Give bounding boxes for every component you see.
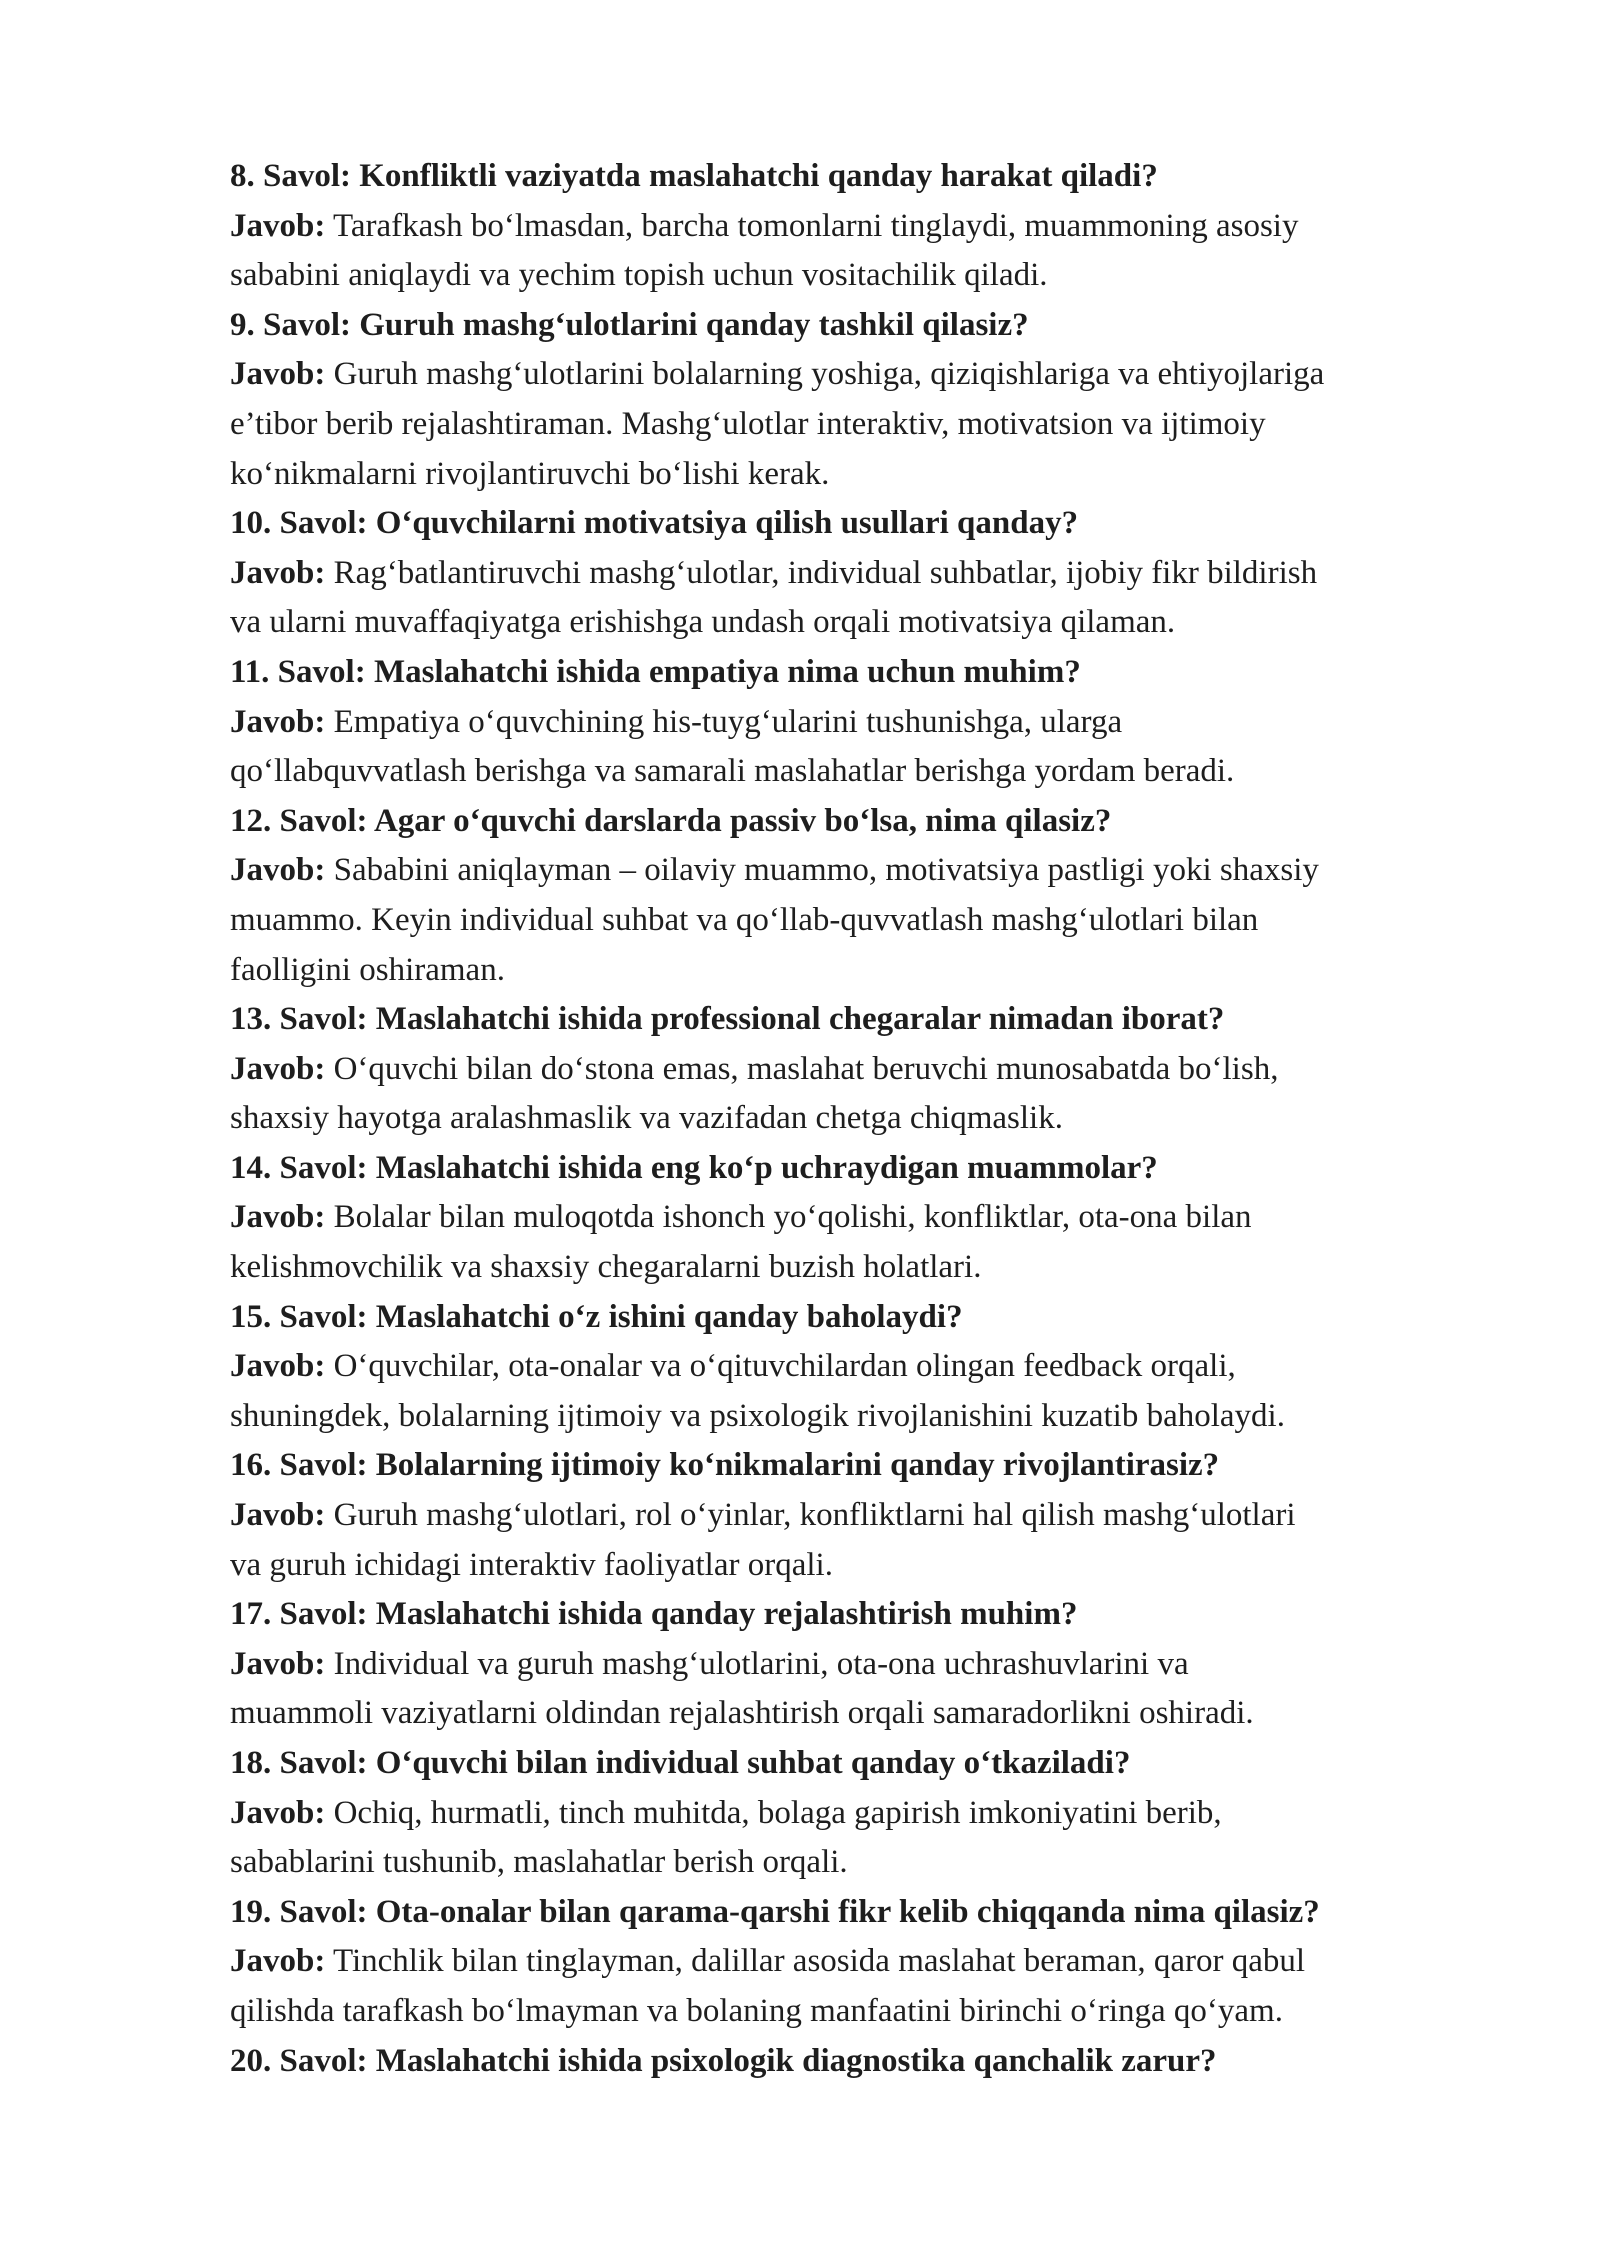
answer-line xyxy=(230,251,1510,301)
qa-item xyxy=(230,1293,1510,1442)
answer-text: shaxsiy hayotga aralashmaslik va vazifadan chetga chiqmaslik. xyxy=(230,1100,1063,1137)
answer-label: Javob: xyxy=(230,554,326,591)
qa-item xyxy=(230,797,1510,995)
answer-label: Javob: xyxy=(230,1794,326,1831)
answer-text: Ochiq, hurmatli, tinch muhitda, bolaga gapirish imkoniyatini berib, xyxy=(325,1794,1222,1831)
qa-item xyxy=(230,1590,1510,1739)
answer-text: muammoli vaziyatlarni oldindan rejalashtirish orqali samaradorlikni oshiradi. xyxy=(230,1695,1254,1732)
answer-text: Empatiya o‘quvchining his-tuyg‘ularini tushunishga, ularga xyxy=(325,703,1123,740)
qa-item xyxy=(230,1144,1510,1293)
answer-label: Javob: xyxy=(230,1348,326,1385)
question-heading: 12. Savol: Agar o‘quvchi darslarda passiv bo‘lsa, nima qilasiz? xyxy=(230,802,1112,839)
qa-item xyxy=(230,1441,1510,1590)
answer-line xyxy=(230,1243,1510,1293)
answer-line xyxy=(230,846,1510,896)
question-heading: 19. Savol: Ota-onalar bilan qarama-qarshi fikr kelib chiqqanda nima qilasiz? xyxy=(230,1893,1320,1930)
qa-item xyxy=(230,152,1510,301)
answer-text: Sababini aniqlayman – oilaviy muammo, motivatsiya pastligi yoki shaxsiy xyxy=(325,852,1319,889)
answer-line xyxy=(230,747,1510,797)
question-heading: 14. Savol: Maslahatchi ishida eng ko‘p uchraydigan muammolar? xyxy=(230,1149,1158,1186)
answer-text: va ularni muvaffaqiyatga erishishga undash orqali motivatsiya qilaman. xyxy=(230,604,1176,641)
answer-text: Tarafkash bo‘lmasdan, barcha tomonlarni tinglaydi, muammoning asosiy xyxy=(325,207,1299,244)
answer-text: shuningdek, bolalarning ijtimoiy va psixologik rivojlanishini kuzatib baholaydi. xyxy=(230,1397,1285,1434)
answer-line xyxy=(230,896,1510,946)
answer-line xyxy=(230,1987,1510,2037)
answer-line xyxy=(230,698,1510,748)
question-heading: 15. Savol: Maslahatchi o‘z ishini qanday baholaydi? xyxy=(230,1298,963,1335)
qa-item xyxy=(230,995,1510,1144)
answer-line xyxy=(230,1689,1510,1739)
answer-text: Guruh mashg‘ulotlari, rol o‘yinlar, konfliktlarni hal qilish mashg‘ulotlari xyxy=(325,1497,1296,1534)
question-heading: 8. Savol: Konfliktli vaziyatda maslahatchi qanday harakat qiladi? xyxy=(230,158,1158,194)
answer-label: Javob: xyxy=(230,207,326,244)
answer-label: Javob: xyxy=(230,703,326,740)
answer-text: muammo. Keyin individual suhbat va qo‘llab-quvvatlash mashg‘ulotlari bilan xyxy=(230,901,1259,938)
answer-label: Javob: xyxy=(230,356,326,393)
answer-line xyxy=(230,598,1510,648)
answer-line xyxy=(230,1541,1510,1591)
answer-text: va guruh ichidagi interaktiv faoliyatlar orqali. xyxy=(230,1546,833,1583)
question-heading: 10. Savol: O‘quvchilarni motivatsiya qilish usullari qanday? xyxy=(230,505,1079,542)
question-heading: 13. Savol: Maslahatchi ishida professional chegaralar nimadan iborat? xyxy=(230,1001,1225,1038)
answer-text: Guruh mashg‘ulotlarini bolalarning yoshiga, qiziqishlariga va ehtiyojlariga xyxy=(325,356,1325,393)
qa-item xyxy=(230,1739,1510,1888)
qa-item xyxy=(230,648,1510,797)
answer-label: Javob: xyxy=(230,1645,326,1682)
answer-line xyxy=(230,450,1510,500)
answer-line xyxy=(230,946,1510,996)
answer-label: Javob: xyxy=(230,1199,326,1236)
answer-text: kelishmovchilik va shaxsiy chegaralarni buzish holatlari. xyxy=(230,1249,982,1286)
answer-line xyxy=(230,1094,1510,1144)
question-heading: 18. Savol: O‘quvchi bilan individual suhbat qanday o‘tkaziladi? xyxy=(230,1745,1131,1781)
document-page xyxy=(230,152,1510,2086)
answer-text: Tinchlik bilan tinglayman, dalillar asosida maslahat beraman, qaror qabul xyxy=(325,1943,1306,1980)
question-heading: 16. Savol: Bolalarning ijtimoiy ko‘nikmalarini qanday rivojlantirasiz? xyxy=(230,1447,1220,1484)
question-heading: 17. Savol: Maslahatchi ishida qanday rejalashtirish muhim? xyxy=(230,1596,1078,1633)
answer-label: Javob: xyxy=(230,1050,326,1087)
answer-label: Javob: xyxy=(230,1943,326,1980)
answer-line xyxy=(230,549,1510,599)
answer-line xyxy=(230,1789,1510,1839)
qa-item xyxy=(230,499,1510,648)
answer-line xyxy=(230,350,1510,400)
answer-line xyxy=(230,1640,1510,1690)
answer-line xyxy=(230,202,1510,252)
answer-line xyxy=(230,1342,1510,1392)
answer-text: qo‘llabquvvatlash berishga va samarali maslahatlar berishga yordam beradi. xyxy=(230,753,1235,790)
answer-line xyxy=(230,1491,1510,1541)
answer-text: O‘quvchi bilan do‘stona emas, maslahat beruvchi munosabatda bo‘lish, xyxy=(325,1050,1279,1087)
answer-text: O‘quvchilar, ota-onalar va o‘qituvchilardan olingan feedback orqali, xyxy=(325,1348,1236,1385)
answer-text: ko‘nikmalarni rivojlantiruvchi bo‘lishi kerak. xyxy=(230,455,830,492)
answer-text: e’tibor berib rejalashtiraman. Mashg‘ulotlar interaktiv, motivatsion va ijtimoiy xyxy=(230,405,1266,442)
answer-line xyxy=(230,1392,1510,1442)
answer-line xyxy=(230,400,1510,450)
qa-item xyxy=(230,1888,1510,2037)
answer-text: Individual va guruh mashg‘ulotlarini, ota-ona uchrashuvlarini va xyxy=(325,1645,1189,1682)
answer-label: Javob: xyxy=(230,1497,326,1534)
answer-text: sababini aniqlaydi va yechim topish uchun vositachilik qiladi. xyxy=(230,257,1048,294)
answer-text: faolligini oshiraman. xyxy=(230,951,505,988)
answer-text: Bolalar bilan muloqotda ishonch yo‘qolishi, konfliktlar, ota-ona bilan xyxy=(325,1199,1252,1236)
answer-line xyxy=(230,1838,1510,1888)
qa-item xyxy=(230,2037,1510,2087)
answer-text: sabablarini tushunib, maslahatlar berish orqali. xyxy=(230,1844,848,1881)
answer-line xyxy=(230,1045,1510,1095)
question-heading: 9. Savol: Guruh mashg‘ulotlarini qanday tashkil qilasiz? xyxy=(230,306,1029,343)
question-heading: 20. Savol: Maslahatchi ishida psixologik diagnostika qanchalik zarur? xyxy=(230,2042,1217,2079)
answer-label: Javob: xyxy=(230,852,326,889)
answer-line xyxy=(230,1193,1510,1243)
answer-line xyxy=(230,1937,1510,1987)
answer-text: Rag‘batlantiruvchi mashg‘ulotlar, individual suhbatlar, ijobiy fikr bildirish xyxy=(325,554,1318,591)
answer-text: qilishda tarafkash bo‘lmayman va bolaning manfaatini birinchi o‘ringa qo‘yam. xyxy=(230,1992,1283,2029)
question-heading: 11. Savol: Maslahatchi ishida empatiya nima uchun muhim? xyxy=(230,653,1081,690)
qa-item xyxy=(230,301,1510,499)
